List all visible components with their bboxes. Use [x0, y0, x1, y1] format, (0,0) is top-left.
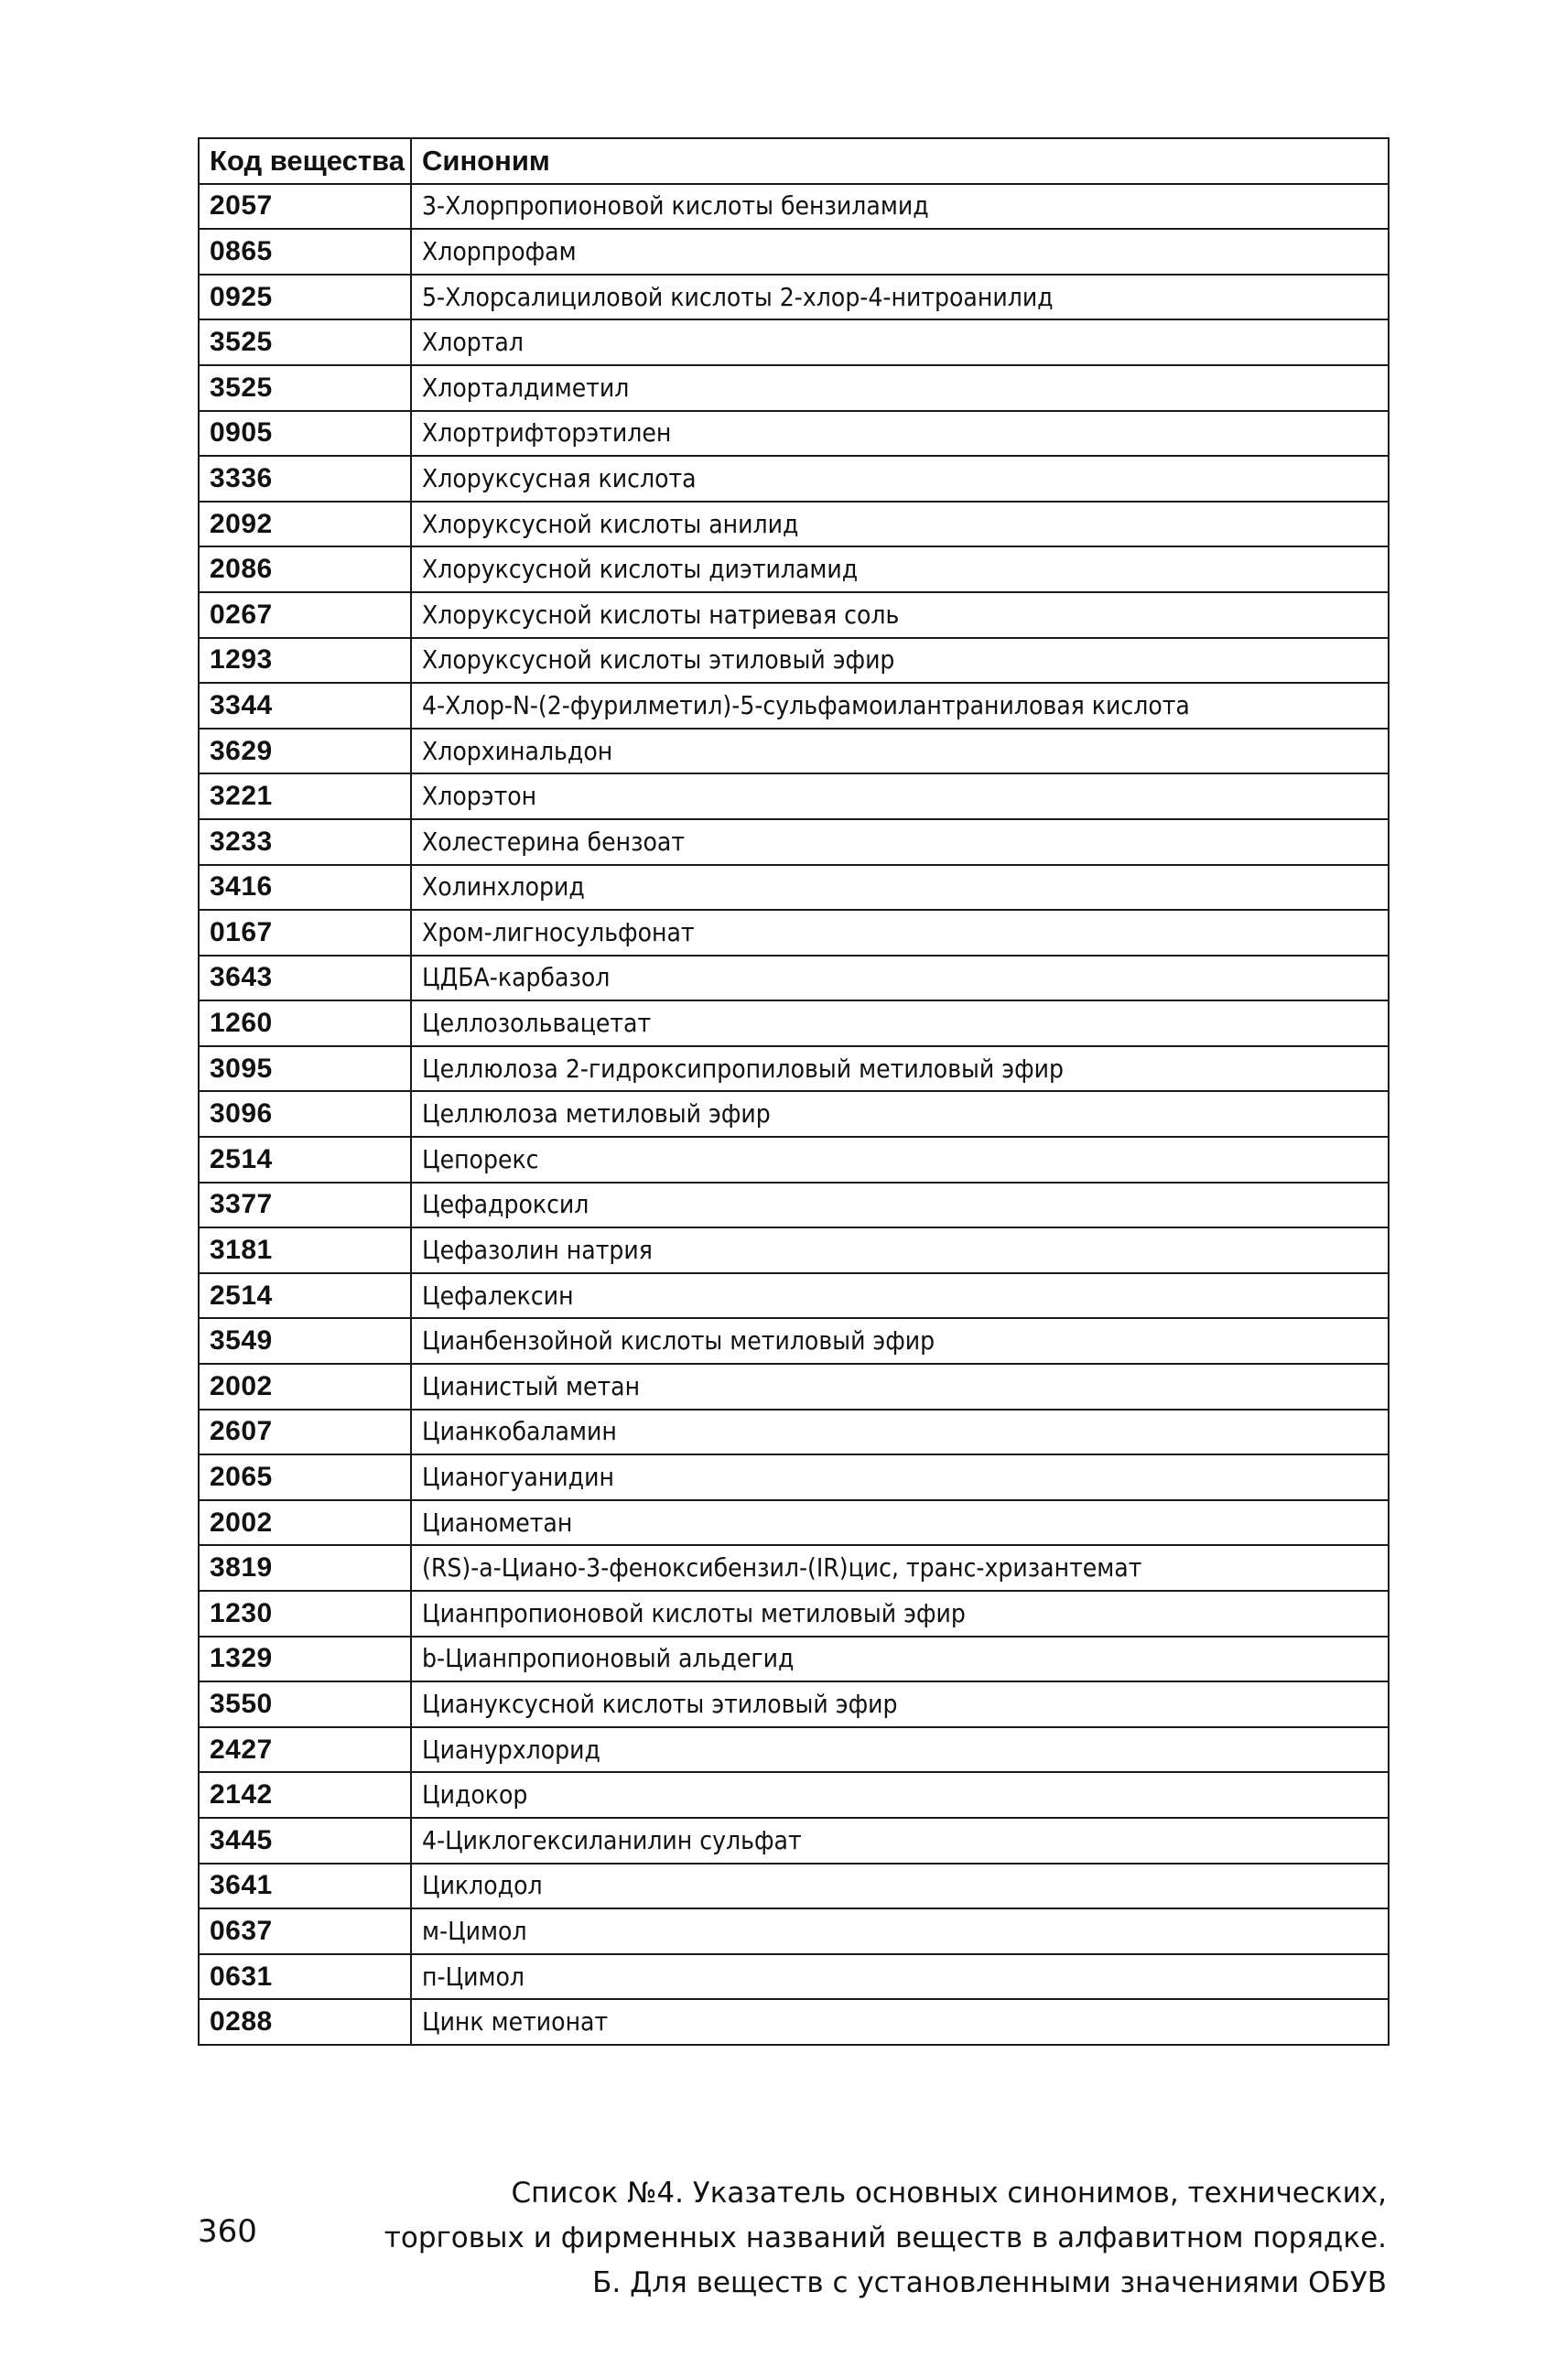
synonym-cell: п-Цимол: [411, 1954, 1389, 2000]
table-row: [199, 1364, 1389, 1410]
table-body: [199, 184, 1389, 2045]
synonym-cell: Хлоруксусная кислота: [411, 456, 1389, 502]
substance-code-cell: 3525: [199, 319, 411, 365]
synonym-cell: Холестерина бензоат: [411, 819, 1389, 865]
table-row: [199, 1227, 1389, 1273]
synonym-cell: Холинхлорид: [411, 865, 1389, 911]
substance-code-cell: 3641: [199, 1864, 411, 1909]
synonym-cell: Цианистый метан: [411, 1364, 1389, 1410]
table-row: [199, 1681, 1389, 1727]
table-row: [199, 1818, 1389, 1864]
table-row: [199, 1500, 1389, 1546]
table-row: [199, 456, 1389, 502]
substance-code-cell: 1329: [199, 1637, 411, 1682]
substance-code-cell: 2514: [199, 1273, 411, 1319]
table-row: [199, 1318, 1389, 1364]
substance-code-cell: 3344: [199, 683, 411, 729]
table-header-row: [199, 138, 1389, 184]
caption-line: Список №4. Указатель основных синонимов, технических,: [511, 2177, 1387, 2210]
table-row: [199, 638, 1389, 684]
table-row: [199, 1727, 1389, 1773]
page-number: 360: [198, 2213, 257, 2250]
synonym-cell: Цианпропионовой кислоты метиловый эфир: [411, 1591, 1389, 1637]
table-row: [199, 275, 1389, 320]
synonym-cell: 4-Хлор-N-(2-фурилметил)-5-сульфамоилантраниловая кислота: [411, 683, 1389, 729]
substance-code-cell: 2514: [199, 1137, 411, 1183]
synonym-cell: ЦДБА-карбазол: [411, 956, 1389, 1001]
substance-code-cell: 2607: [199, 1410, 411, 1455]
table-row: [199, 773, 1389, 819]
substance-code-cell: 3181: [199, 1227, 411, 1273]
table-row: [199, 365, 1389, 411]
synonym-cell: Хлортал: [411, 319, 1389, 365]
substance-code-cell: 2065: [199, 1454, 411, 1500]
table-row: [199, 1591, 1389, 1637]
synonym-cell: 4-Циклогексиланилин сульфат: [411, 1818, 1389, 1864]
substance-code-cell: 3336: [199, 456, 411, 502]
page-caption: [384, 2171, 1387, 2306]
table-row: [199, 1999, 1389, 2045]
substance-code-cell: 3550: [199, 1681, 411, 1727]
substance-code-cell: 1230: [199, 1591, 411, 1637]
table-row: [199, 1772, 1389, 1818]
synonym-cell: Циклодол: [411, 1864, 1389, 1909]
substance-code-cell: 2002: [199, 1364, 411, 1410]
substance-code-cell: 3445: [199, 1818, 411, 1864]
table-row: [199, 1454, 1389, 1500]
substance-code-cell: 2057: [199, 184, 411, 230]
synonym-cell: Цианкобаламин: [411, 1410, 1389, 1455]
synonym-cell: Хлоруксусной кислоты диэтиламид: [411, 546, 1389, 592]
substance-code-cell: 2427: [199, 1727, 411, 1773]
synonym-cell: Циануксусной кислоты этиловый эфир: [411, 1681, 1389, 1727]
caption-line: торговых и фирменных названий веществ в алфавитном порядке.: [384, 2221, 1387, 2254]
table-row: [199, 1046, 1389, 1092]
substance-code-cell: 3221: [199, 773, 411, 819]
substance-code-cell: 2002: [199, 1500, 411, 1546]
synonym-cell: Хром-лигносульфонат: [411, 910, 1389, 956]
table-row: [199, 1908, 1389, 1954]
substance-code-cell: 0637: [199, 1908, 411, 1954]
substance-code-cell: 0267: [199, 592, 411, 638]
synonym-cell: Цидокор: [411, 1772, 1389, 1818]
substance-code-cell: 3416: [199, 865, 411, 911]
substance-code-cell: 0288: [199, 1999, 411, 2045]
synonym-cell: Циануpхлорид: [411, 1727, 1389, 1773]
synonym-cell: 5-Хлорсалициловой кислоты 2-хлор-4-нитроанилид: [411, 275, 1389, 320]
synonym-cell: Целлюлоза 2-гидроксипропиловый метиловый эфир: [411, 1046, 1389, 1092]
synonym-cell: 3-Хлорпропионовой кислоты бензиламид: [411, 184, 1389, 230]
table-row: [199, 319, 1389, 365]
table-row: [199, 1091, 1389, 1137]
substance-code-cell: 3095: [199, 1046, 411, 1092]
substance-code-cell: 2086: [199, 546, 411, 592]
table-row: [199, 683, 1389, 729]
table-row: [199, 1864, 1389, 1909]
substance-code-cell: 0865: [199, 229, 411, 275]
table-row: [199, 910, 1389, 956]
substance-code-cell: 0167: [199, 910, 411, 956]
synonym-cell: Хлоруксусной кислоты этиловый эфир: [411, 638, 1389, 684]
synonym-cell: Цепорекс: [411, 1137, 1389, 1183]
table-row: [199, 411, 1389, 457]
substance-code-cell: 3549: [199, 1318, 411, 1364]
substance-code-cell: 1260: [199, 1000, 411, 1046]
substance-code-cell: 3525: [199, 365, 411, 411]
synonym-cell: Хлортрифторэтилен: [411, 411, 1389, 457]
substance-code-cell: 0631: [199, 1954, 411, 2000]
synonym-cell: Хлорэтон: [411, 773, 1389, 819]
synonym-cell: Цианогуанидин: [411, 1454, 1389, 1500]
synonym-cell: b-Цианпропионовый альдегид: [411, 1637, 1389, 1682]
table-row: [199, 1545, 1389, 1591]
substance-code-cell: 3233: [199, 819, 411, 865]
synonym-cell: Хлорхинальдон: [411, 729, 1389, 774]
table-row: [199, 1137, 1389, 1183]
substance-code-cell: 3819: [199, 1545, 411, 1591]
synonym-cell: Цианометан: [411, 1500, 1389, 1546]
substance-code-cell: 3096: [199, 1091, 411, 1137]
synonym-cell: Цинк метионат: [411, 1999, 1389, 2045]
synonym-cell: Хлорпрофам: [411, 229, 1389, 275]
table-row: [199, 1637, 1389, 1682]
table-row: [199, 1183, 1389, 1228]
table-row: [199, 502, 1389, 547]
table-row: [199, 184, 1389, 230]
table-row: [199, 865, 1389, 911]
synonym-cell: Цефадроксил: [411, 1183, 1389, 1228]
synonym-cell: Цефазолин натрия: [411, 1227, 1389, 1273]
table-row: [199, 956, 1389, 1001]
synonym-cell: Хлоруксусной кислоты анилид: [411, 502, 1389, 547]
table-row: [199, 1000, 1389, 1046]
table-row: [199, 546, 1389, 592]
synonym-table: [198, 137, 1390, 2046]
caption-line: Б. Для веществ с установленными значениями ОБУВ: [592, 2266, 1387, 2299]
substance-code-cell: 0905: [199, 411, 411, 457]
synonym-cell: Цианбензойной кислоты метиловый эфир: [411, 1318, 1389, 1364]
synonym-cell: м-Цимол: [411, 1908, 1389, 1954]
substance-code-cell: 2142: [199, 1772, 411, 1818]
substance-code-cell: 2092: [199, 502, 411, 547]
synonym-cell: (RS)-a-Циано-3-феноксибензил-(IR)цис, транс-хризантемат: [411, 1545, 1389, 1591]
substance-code-cell: 3629: [199, 729, 411, 774]
table-row: [199, 1273, 1389, 1319]
synonym-cell: Хлоруксусной кислоты натриевая соль: [411, 592, 1389, 638]
substance-code-cell: 3377: [199, 1183, 411, 1228]
column-header-code: Код вещества: [199, 138, 411, 184]
substance-code-cell: 0925: [199, 275, 411, 320]
synonym-cell: Хлорталдиметил: [411, 365, 1389, 411]
substance-code-cell: 3643: [199, 956, 411, 1001]
table-row: [199, 592, 1389, 638]
synonym-cell: Целлозольвацетат: [411, 1000, 1389, 1046]
substance-code-cell: 1293: [199, 638, 411, 684]
table-row: [199, 729, 1389, 774]
table-row: [199, 229, 1389, 275]
synonym-cell: Целлюлоза метиловый эфир: [411, 1091, 1389, 1137]
column-header-synonym: Синоним: [411, 138, 1389, 184]
table-row: [199, 1954, 1389, 2000]
table-row: [199, 819, 1389, 865]
synonym-cell: Цефалексин: [411, 1273, 1389, 1319]
table-row: [199, 1410, 1389, 1455]
